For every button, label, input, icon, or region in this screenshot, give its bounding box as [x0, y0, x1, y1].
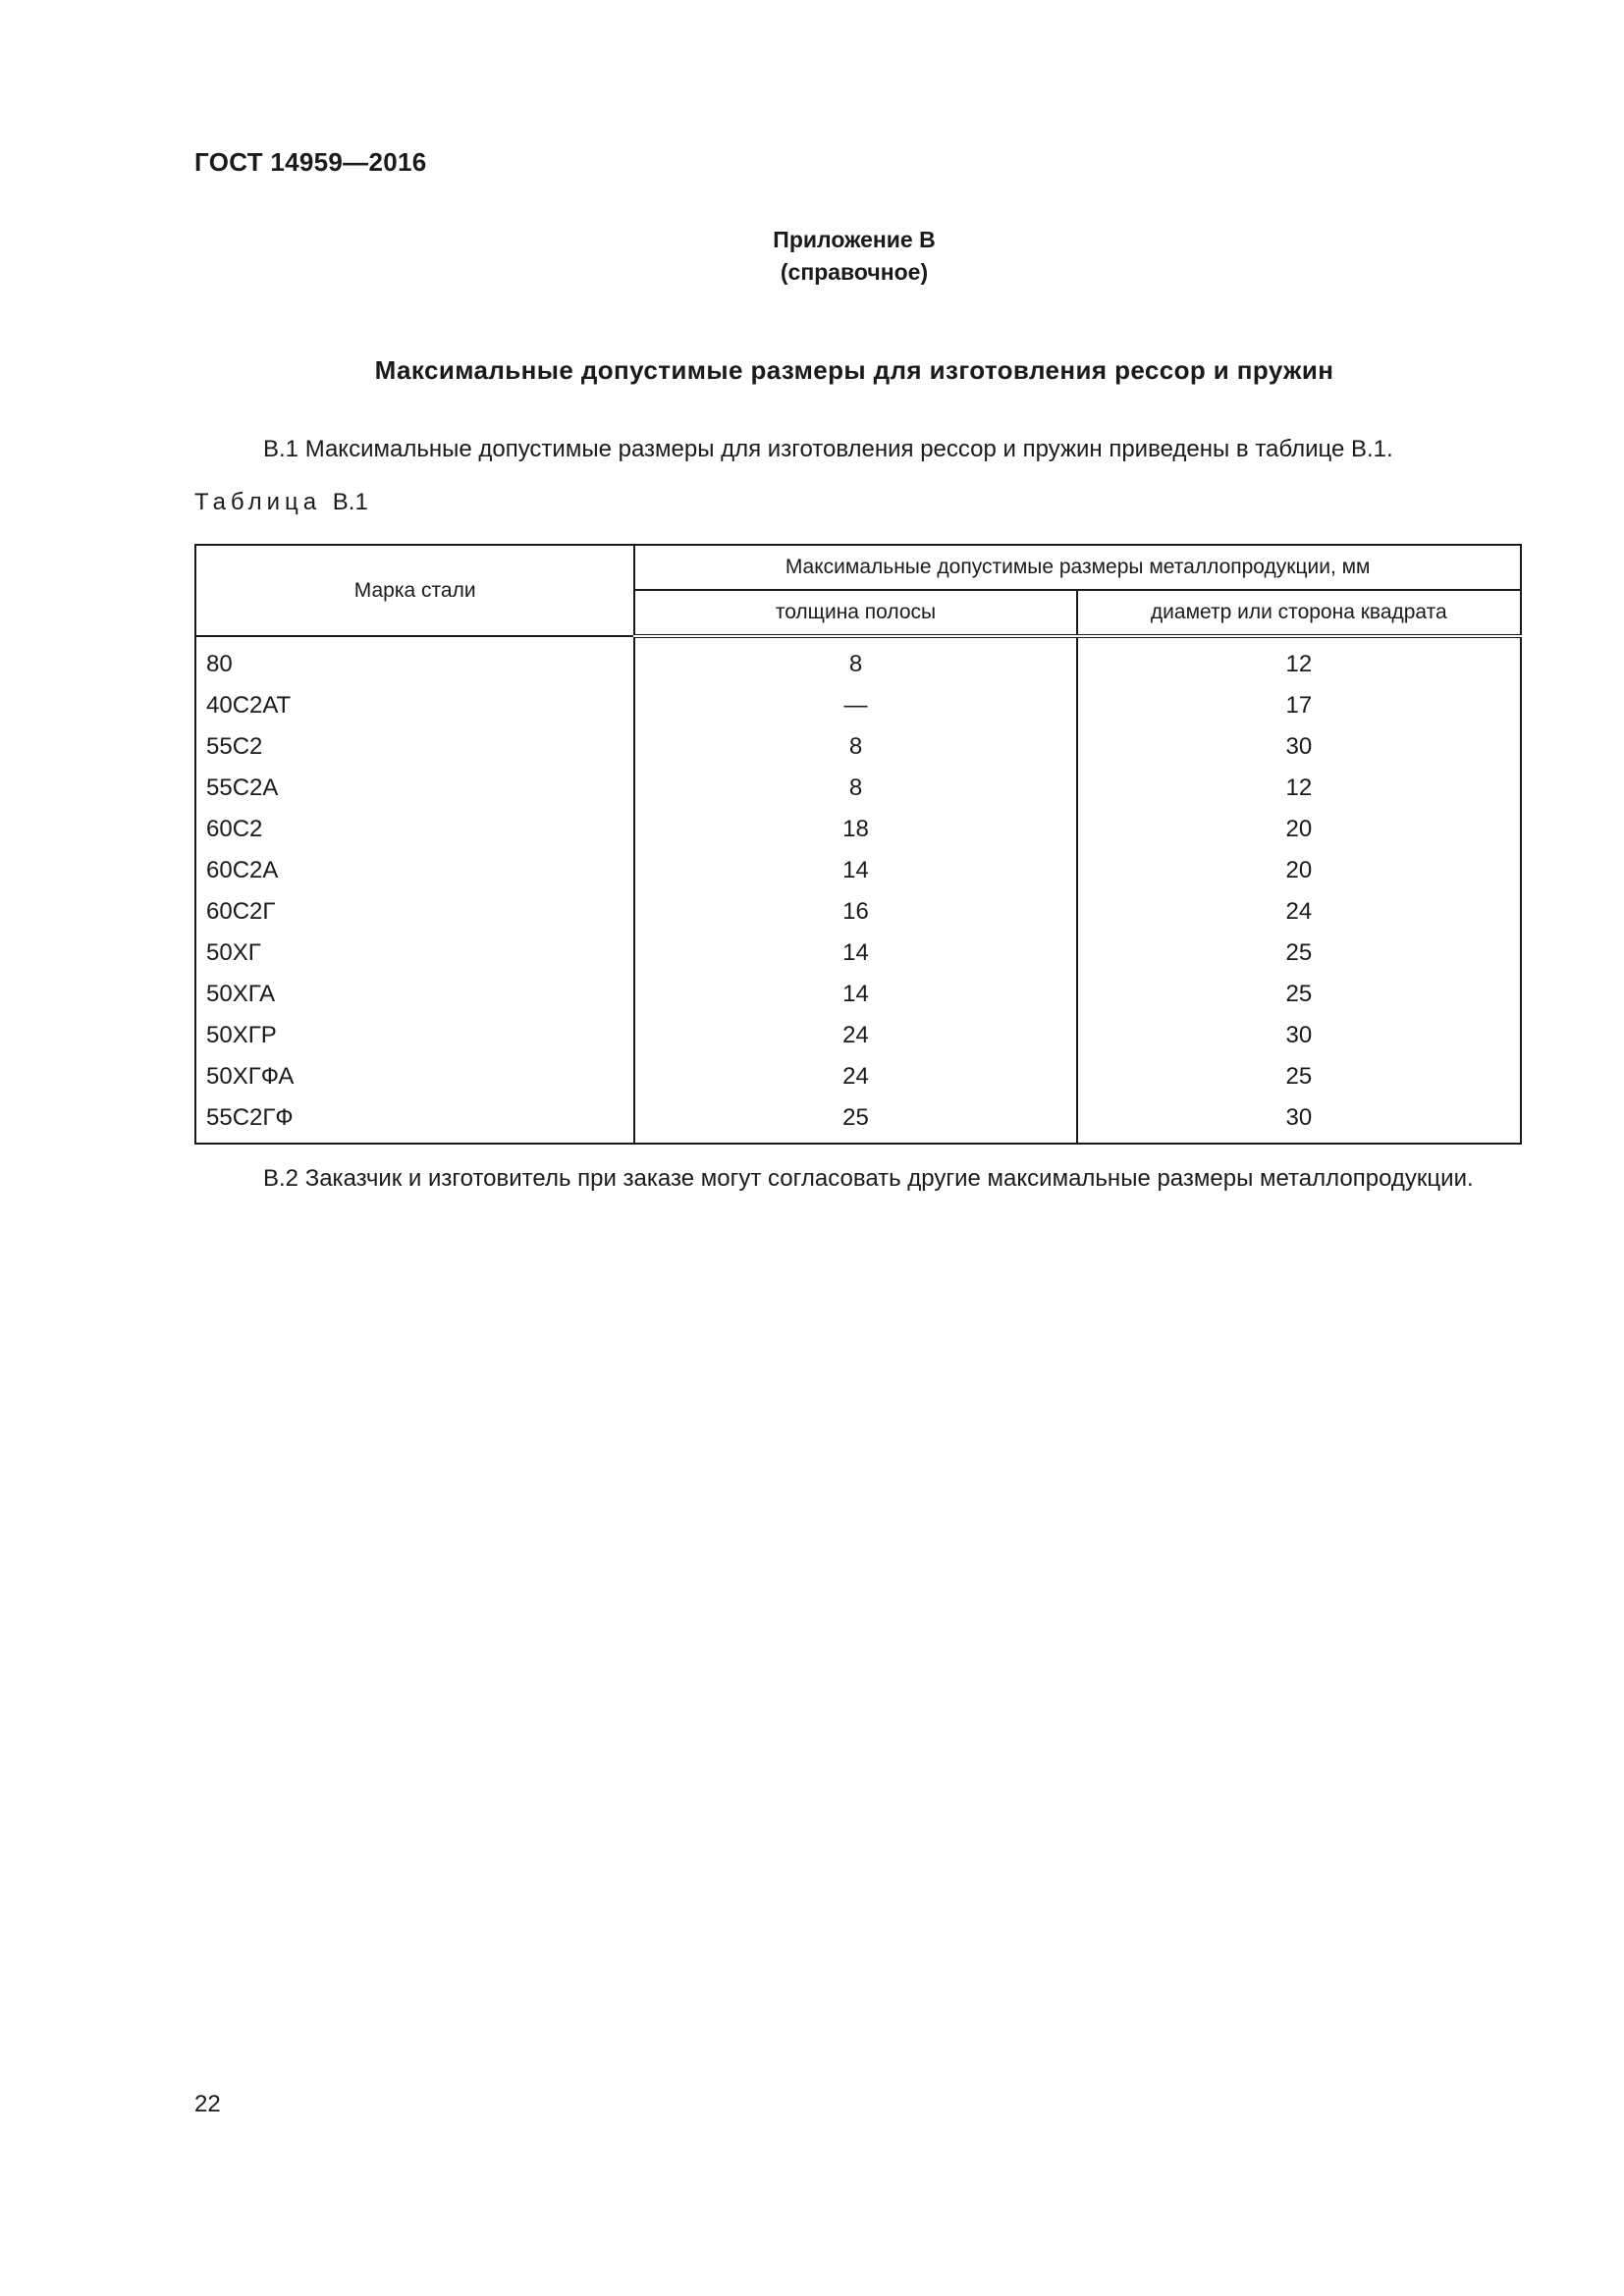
cell-strip-thickness: 14: [634, 850, 1076, 891]
table-row: [195, 1097, 1521, 1144]
header-diameter-or-square: диаметр или сторона квадрата: [1077, 590, 1521, 636]
appendix-kind: (справочное): [780, 259, 929, 285]
cell-strip-thickness: 25: [634, 1097, 1076, 1144]
cell-diameter: 24: [1077, 891, 1521, 933]
cell-steel-grade: 80: [195, 636, 634, 685]
table-row: [195, 933, 1521, 974]
cell-diameter: 17: [1077, 685, 1521, 726]
cell-steel-grade: 40С2АТ: [195, 685, 634, 726]
appendix-title: Приложение В: [773, 227, 936, 252]
table-row: [195, 1015, 1521, 1056]
cell-diameter: 30: [1077, 1015, 1521, 1056]
table-caption-word: Таблица: [194, 489, 322, 515]
cell-strip-thickness: 8: [634, 768, 1076, 809]
cell-diameter: 25: [1077, 974, 1521, 1015]
table-body: [195, 636, 1521, 1144]
table-row: [195, 1056, 1521, 1097]
cell-diameter: 12: [1077, 768, 1521, 809]
table-row: [195, 850, 1521, 891]
cell-strip-thickness: 14: [634, 974, 1076, 1015]
cell-strip-thickness: 8: [634, 636, 1076, 685]
page-number: 22: [194, 2091, 221, 2117]
steel-size-table: [194, 544, 1522, 1145]
cell-strip-thickness: 14: [634, 933, 1076, 974]
cell-strip-thickness: 24: [634, 1015, 1076, 1056]
header-steel-grade: Марка стали: [195, 545, 634, 636]
cell-steel-grade: 60С2А: [195, 850, 634, 891]
cell-strip-thickness: 24: [634, 1056, 1076, 1097]
cell-strip-thickness: 8: [634, 726, 1076, 768]
cell-steel-grade: 55С2: [195, 726, 634, 768]
cell-steel-grade: 55С2ГФ: [195, 1097, 634, 1144]
cell-diameter: 30: [1077, 1097, 1521, 1144]
cell-diameter: 25: [1077, 933, 1521, 974]
cell-diameter: 30: [1077, 726, 1521, 768]
table-caption: [194, 489, 368, 516]
cell-strip-thickness: 18: [634, 809, 1076, 850]
table-caption-number: В.1: [332, 489, 368, 515]
cell-steel-grade: 60С2Г: [195, 891, 634, 933]
cell-diameter: 20: [1077, 850, 1521, 891]
cell-steel-grade: 50ХГР: [195, 1015, 634, 1056]
table-row: [195, 726, 1521, 768]
cell-strip-thickness: 16: [634, 891, 1076, 933]
table-row: [195, 891, 1521, 933]
header-max-sizes: Максимальные допустимые размеры металлопродукции, мм: [634, 545, 1521, 590]
cell-steel-grade: 60С2: [195, 809, 634, 850]
table-row: [195, 768, 1521, 809]
table-row: [195, 636, 1521, 685]
cell-diameter: 25: [1077, 1056, 1521, 1097]
cell-steel-grade: 55С2А: [195, 768, 634, 809]
cell-steel-grade: 50ХГ: [195, 933, 634, 974]
paragraph-b2: В.2 Заказчик и изготовитель при заказе могут согласовать другие максимальные размеры металлопродукции.: [263, 1165, 1474, 1192]
paragraph-b1: В.1 Максимальные допустимые размеры для изготовления рессор и пружин приведены в таблице В.1.: [263, 436, 1393, 462]
table-row: [195, 685, 1521, 726]
cell-steel-grade: 50ХГА: [195, 974, 634, 1015]
document-code: ГОСТ 14959—2016: [194, 147, 427, 177]
cell-steel-grade: 50ХГФА: [195, 1056, 634, 1097]
cell-strip-thickness: —: [634, 685, 1076, 726]
table-row: [195, 974, 1521, 1015]
header-strip-thickness: толщина полосы: [634, 590, 1076, 636]
table-row: [195, 809, 1521, 850]
section-title: Максимальные допустимые размеры для изготовления рессор и пружин: [374, 355, 1334, 385]
cell-diameter: 12: [1077, 636, 1521, 685]
cell-diameter: 20: [1077, 809, 1521, 850]
